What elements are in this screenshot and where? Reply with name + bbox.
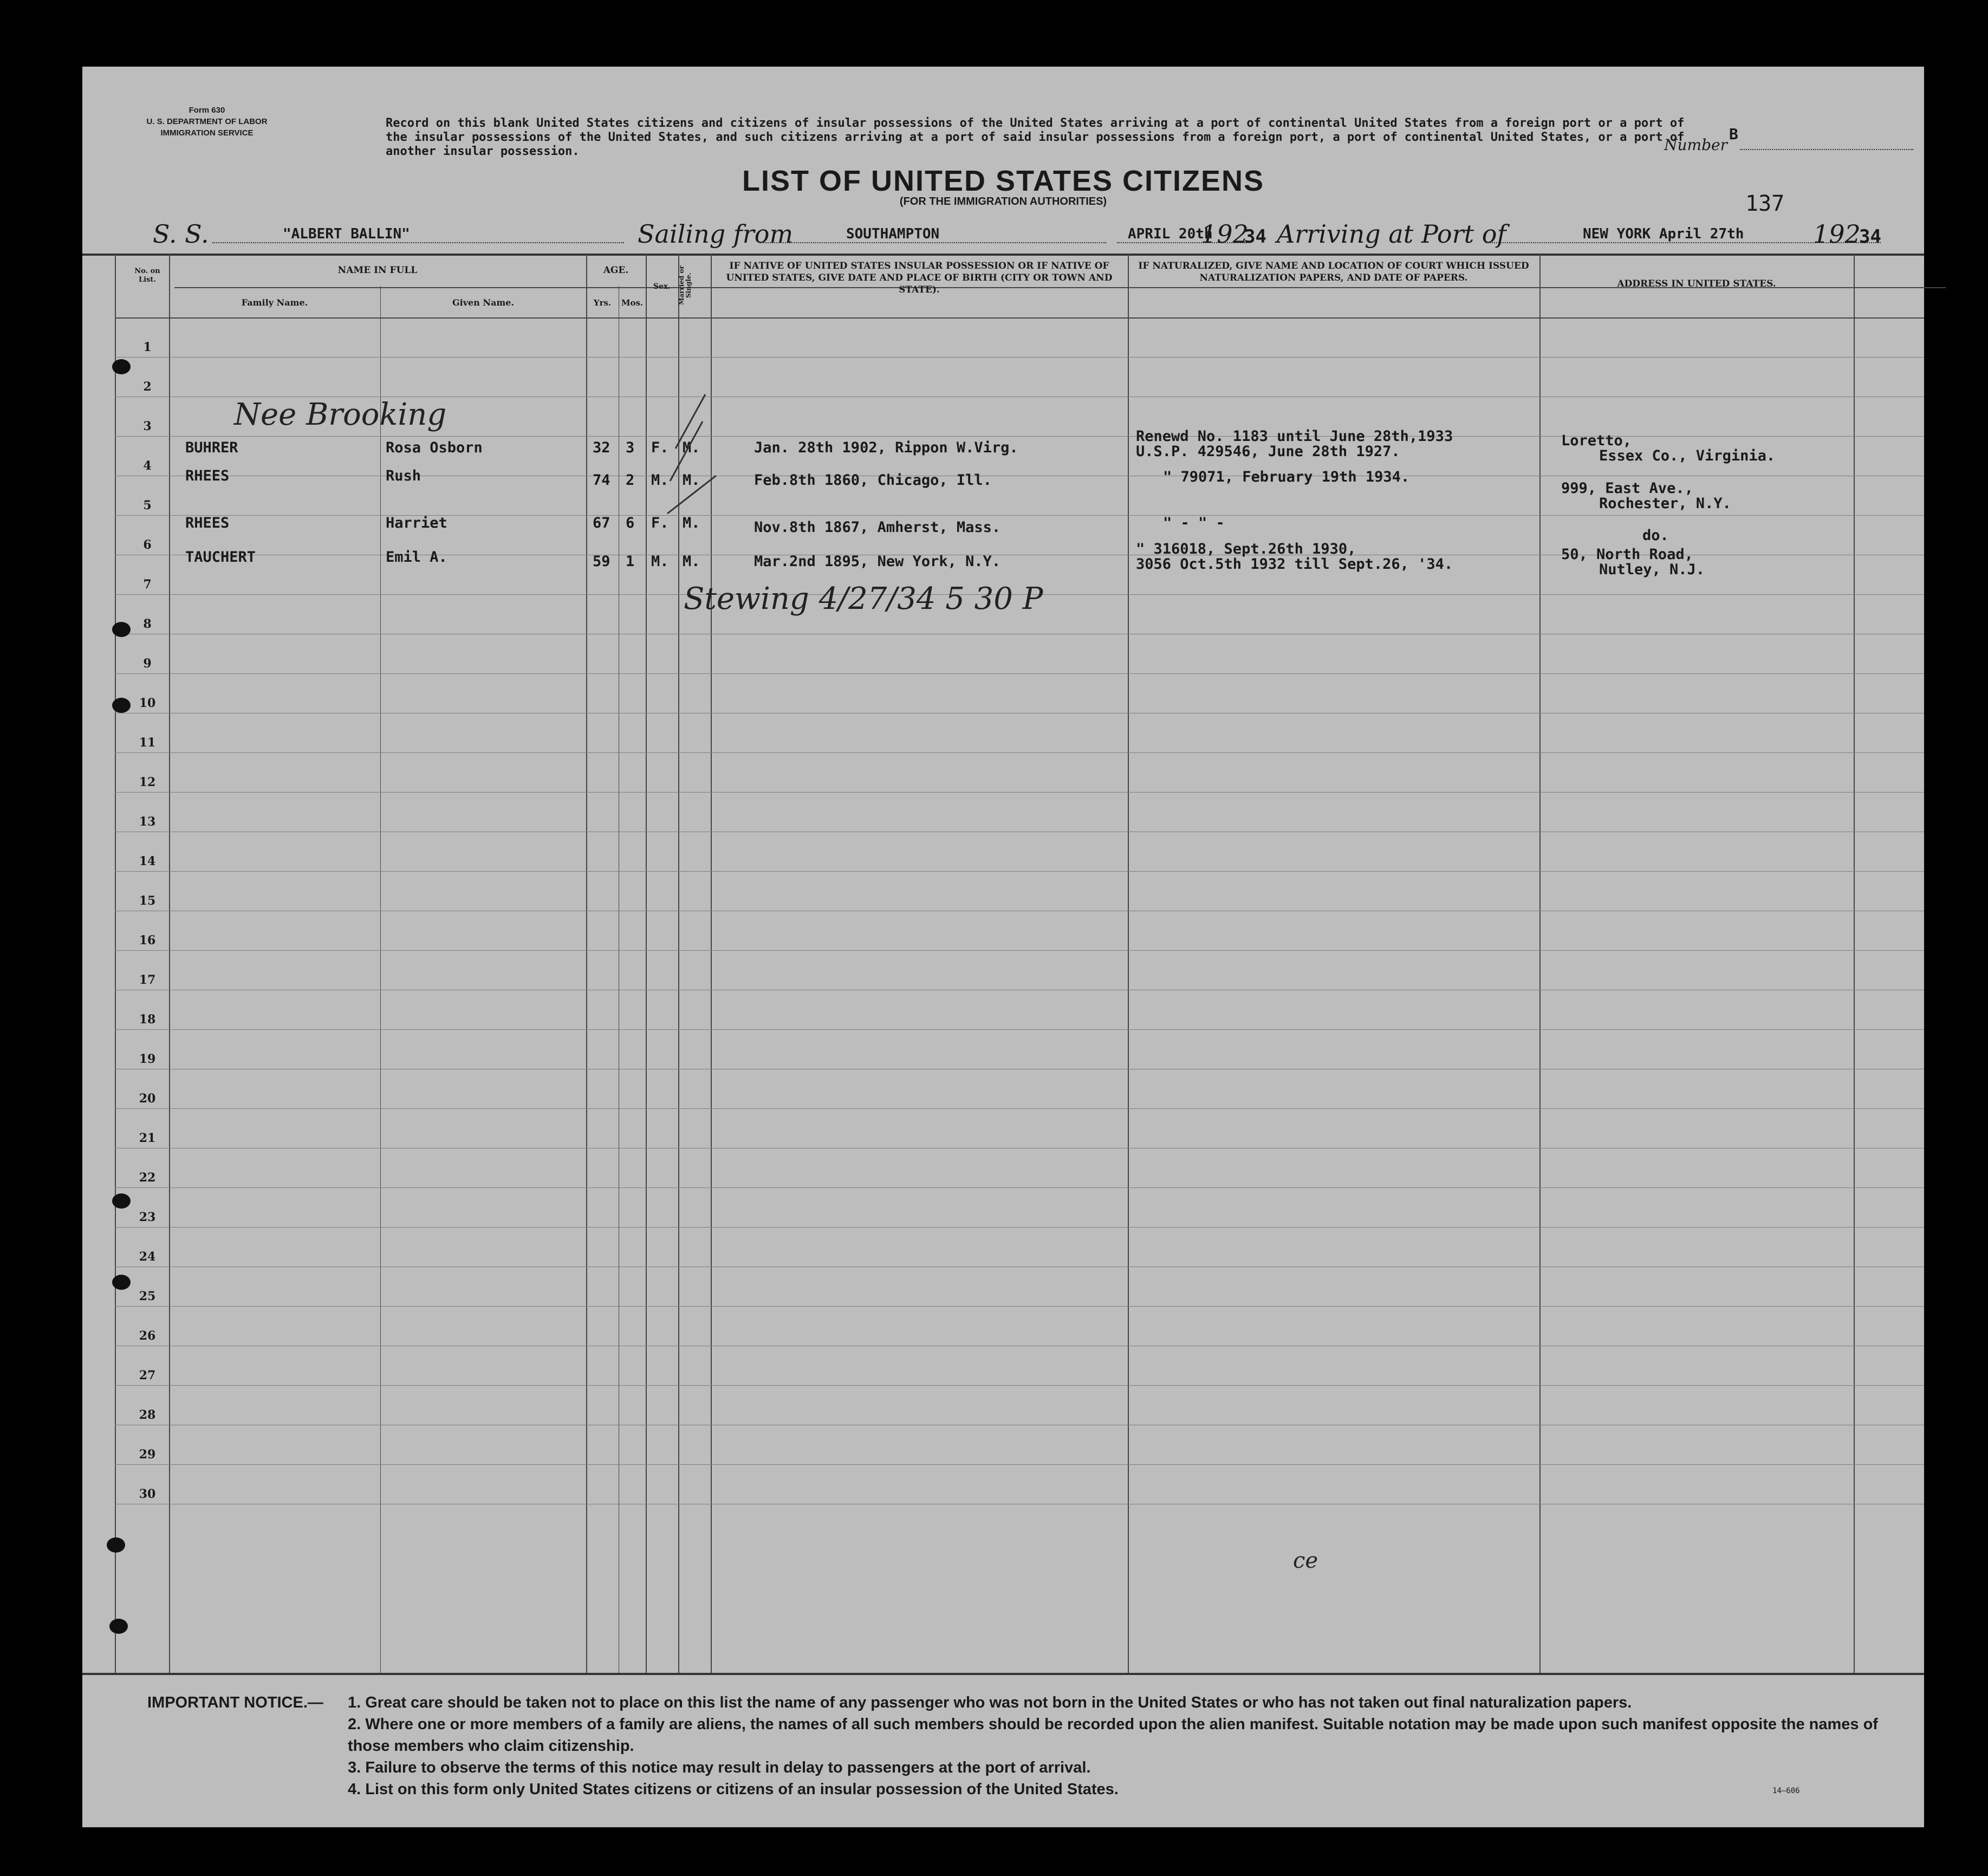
entry-3-birth: Nov.8th 1867, Amherst, Mass.: [754, 519, 1001, 536]
sailing-port: SOUTHAMPTON: [846, 226, 940, 242]
ship-underline: [212, 242, 624, 243]
entry-2-address-2: Rochester, N.Y.: [1599, 495, 1731, 512]
entry-1-marital: M.: [683, 439, 700, 456]
row-rule: [115, 1385, 1924, 1386]
row-number: 5: [143, 498, 152, 512]
service-name: IMMIGRATION SERVICE: [160, 128, 254, 138]
col-rule: [1854, 254, 1855, 1673]
entry-2-given: Rush: [386, 468, 421, 484]
col-header-sex: Sex.: [653, 282, 671, 291]
row-number: 13: [139, 815, 156, 829]
form-header: [120, 105, 294, 139]
entry-4-naturalized-2: 3056 Oct.5th 1932 till Sept.26, '34.: [1136, 556, 1453, 573]
row-rule: [115, 792, 1924, 793]
row-rule: [115, 1306, 1924, 1307]
entry-4-address-1: 50, North Road,: [1561, 546, 1693, 563]
entry-3-sex: F.: [651, 515, 669, 531]
entry-3-mos: 6: [626, 515, 635, 531]
arrival-year-prefix: 192: [1813, 219, 1861, 249]
col-rule: [380, 286, 381, 1673]
col-header-naturalized: IF NATURALIZED, GIVE NAME AND LOCATION OF COURT WHICH ISSUED NATURALIZATION PAPERS, AND DATE OF PAPERS.: [1138, 261, 1529, 283]
number-value: B: [1729, 125, 1738, 143]
entry-1-naturalized-1: Renewd No. 1183 until June 28th,1933: [1136, 428, 1453, 445]
col-header-age: AGE.: [603, 265, 629, 276]
entry-2-sex: M.: [651, 472, 669, 489]
punch-hole: [112, 622, 131, 637]
col-rule: [1539, 254, 1541, 1673]
entry-3-naturalized-1: " - " -: [1163, 515, 1225, 531]
number-underline: [1740, 149, 1913, 150]
arriving-label: Arriving at Port of: [1277, 219, 1506, 249]
row-rule: [115, 1464, 1924, 1465]
entry-4-yrs: 59: [593, 553, 610, 570]
entry-4-birth: Mar.2nd 1895, New York, N.Y.: [754, 553, 1001, 570]
col-rule: [169, 254, 170, 1673]
entry-1-birth: Jan. 28th 1902, Rippon W.Virg.: [754, 439, 1018, 456]
row-number: 19: [139, 1052, 156, 1066]
entry-2-family: RHEES: [185, 468, 230, 484]
entry-4-given: Emil A.: [386, 549, 447, 566]
table-bottom-rule: [82, 1673, 1924, 1675]
number-label: Number: [1664, 136, 1727, 154]
col-header-address: ADDRESS IN UNITED STATES.: [1617, 278, 1776, 289]
row-number: 3: [143, 419, 152, 433]
entry-1-naturalized-2: U.S.P. 429546, June 28th 1927.: [1136, 443, 1400, 460]
row-number: 29: [139, 1447, 156, 1462]
row-number: 11: [139, 736, 156, 750]
entry-4-family: TAUCHERT: [185, 549, 256, 566]
document-sheet: [82, 67, 1924, 1827]
entry-4-mos: 1: [626, 553, 635, 570]
ss-label: S. S.: [153, 219, 209, 249]
sailing-port-underline: [759, 242, 1106, 243]
row-number: 1: [143, 340, 152, 354]
entry-2-address-1: 999, East Ave.,: [1561, 480, 1693, 497]
voyage-line: [153, 219, 1913, 252]
punch-hole: [112, 1275, 131, 1290]
entry-4-marital: M.: [683, 553, 700, 570]
entry-1-mos: 3: [626, 439, 635, 456]
check-stroke: [675, 394, 705, 449]
form-code: 14—606: [1772, 1787, 1800, 1795]
entry-2-mos: 2: [626, 472, 635, 489]
row-number: 25: [139, 1289, 156, 1303]
header-bottom-rule: [115, 317, 1924, 319]
check-stroke: [667, 476, 716, 514]
col-header-name-in-full: NAME IN FULL: [337, 265, 418, 276]
entry-2-naturalized-1: " 79071, February 19th 1934.: [1163, 469, 1410, 485]
notice-item-2: 2. Where one or more members of a family are aliens, the names of all such members should be recorded upon the alien manifest. Suitable notation may be made upon such manifest opposite the names of those members who claim citizenship.: [348, 1716, 1878, 1755]
checkmark-strokes: [646, 389, 732, 551]
row-rule: [115, 1108, 1924, 1109]
punch-hole: [112, 1193, 131, 1209]
notice-item-3: 3. Failure to observe the terms of this notice may result in delay to passengers at the port of arrival.: [348, 1759, 1091, 1776]
entry-2-yrs: 74: [593, 472, 610, 489]
row-number: 2: [143, 380, 152, 394]
row-number: 23: [139, 1210, 156, 1224]
sailing-year: 34: [1244, 226, 1266, 248]
row-number: 6: [143, 538, 152, 552]
row-rule: [115, 673, 1924, 674]
entry-2-birth: Feb.8th 1860, Chicago, Ill.: [754, 472, 992, 489]
notice-item-1: 1. Great care should be taken not to place on this list the name of any passenger who was not born in the United States or who has not taken out final naturalization papers.: [348, 1694, 1632, 1711]
sailing-label: Sailing from: [638, 219, 794, 249]
page-title: LIST OF UNITED STATES CITIZENS: [742, 165, 1264, 197]
row-number: 10: [139, 696, 156, 710]
arrival-year: 34: [1859, 226, 1881, 248]
row-number: 30: [139, 1487, 156, 1501]
row-number: 28: [139, 1408, 156, 1422]
ship-name: "ALBERT BALLIN": [283, 226, 410, 242]
col-rule: [115, 254, 116, 1673]
col-header-married: Married or Single.: [678, 265, 692, 306]
row-number: 14: [139, 854, 156, 868]
row-number: 22: [139, 1171, 156, 1185]
entry-3-given: Harriet: [386, 515, 447, 531]
row-rule: [115, 1029, 1924, 1030]
page-subtitle: (FOR THE IMMIGRATION AUTHORITIES): [899, 196, 1107, 207]
entry-2-marital: M.: [683, 472, 700, 489]
entry-4-sex: M.: [651, 553, 669, 570]
row-rule: [115, 436, 1924, 437]
table-top-rule: [82, 254, 1924, 256]
row-number: 27: [139, 1368, 156, 1382]
punch-hole: [112, 359, 131, 374]
row-number: 12: [139, 775, 156, 789]
col-header-given-name: Given Name.: [452, 297, 515, 308]
notice-label: IMPORTANT NOTICE.—: [147, 1694, 323, 1711]
row-rule: [115, 1187, 1924, 1188]
col-header-no: No. on List.: [134, 267, 160, 284]
row-number: 9: [143, 657, 152, 671]
entry-3-yrs: 67: [593, 515, 610, 531]
row-number: 7: [143, 577, 152, 592]
punch-hole: [112, 698, 131, 713]
row-rule: [115, 752, 1924, 753]
entry-1-given: Rosa Osborn: [386, 439, 483, 456]
entry-1-sex: F.: [651, 439, 669, 456]
row-number: 20: [139, 1092, 156, 1106]
row-rule: [115, 357, 1924, 358]
form-number: Form 630: [189, 106, 225, 115]
handwritten-stamp-note: Stewing 4/27/34 5 30 P: [684, 581, 1043, 616]
row-number: 17: [139, 973, 156, 987]
entry-4-naturalized-1: " 316018, Sept.26th 1930,: [1136, 541, 1356, 557]
sailing-year-prefix: 192: [1201, 219, 1249, 249]
entry-1-family: BUHRER: [185, 439, 238, 456]
row-number: 16: [139, 933, 156, 947]
row-number: 26: [139, 1329, 156, 1343]
notice-item-4: 4. List on this form only United States citizens or citizens of an insular possession of the United States.: [348, 1781, 1119, 1798]
col-rule: [1128, 254, 1129, 1673]
row-rule: [115, 950, 1924, 951]
col-rule: [586, 254, 587, 1673]
row-rule: [115, 1227, 1924, 1228]
punch-hole: [109, 1619, 128, 1634]
row-number: 24: [139, 1250, 156, 1264]
handwritten-nee-note: Nee Brooking: [234, 397, 447, 432]
col-header-mos: Mos.: [621, 298, 644, 308]
page-number: 137: [1745, 191, 1785, 216]
row-number: 8: [143, 617, 152, 631]
entry-3-address-1: do.: [1642, 527, 1669, 544]
row-number: 21: [139, 1131, 156, 1145]
citizens-table: [82, 254, 1924, 1673]
col-header-yrs: Yrs.: [593, 298, 612, 308]
entry-3-marital: M.: [683, 515, 700, 531]
entry-1-address-1: Loretto,: [1561, 432, 1632, 449]
entry-3-family: RHEES: [185, 515, 230, 531]
entry-1-address-2: Essex Co., Virginia.: [1599, 447, 1776, 464]
record-instructions: Record on this blank United States citizens and citizens of insular possessions of the United States arriving at a port of continental United States from a foreign port or a port of the insular possessions of the United States, and such citizens arriving at a port of said insular possessions from a foreign port, a port of continental United States, or a port of another insular possession.: [386, 116, 1685, 158]
row-number: 18: [139, 1012, 156, 1027]
col-header-family-name: Family Name.: [241, 297, 308, 308]
punch-hole: [107, 1537, 125, 1553]
row-rule: [115, 871, 1924, 872]
entry-1-yrs: 32: [593, 439, 610, 456]
row-number: 15: [139, 894, 156, 908]
col-header-birth: IF NATIVE OF UNITED STATES INSULAR POSSESSION OR IF NATIVE OF UNITED STATES, GIVE DATE AND PLACE OF BIRTH (CITY OR TOWN AND STATE).: [726, 261, 1113, 295]
arrival-port-date: NEW YORK April 27th: [1583, 226, 1744, 242]
entry-4-address-2: Nutley, N.J.: [1599, 561, 1705, 578]
handwritten-mark: ce: [1293, 1548, 1318, 1573]
sailing-date: APRIL 20th: [1128, 226, 1213, 242]
row-number: 4: [143, 459, 152, 473]
department-name: U. S. DEPARTMENT OF LABOR: [146, 117, 268, 126]
